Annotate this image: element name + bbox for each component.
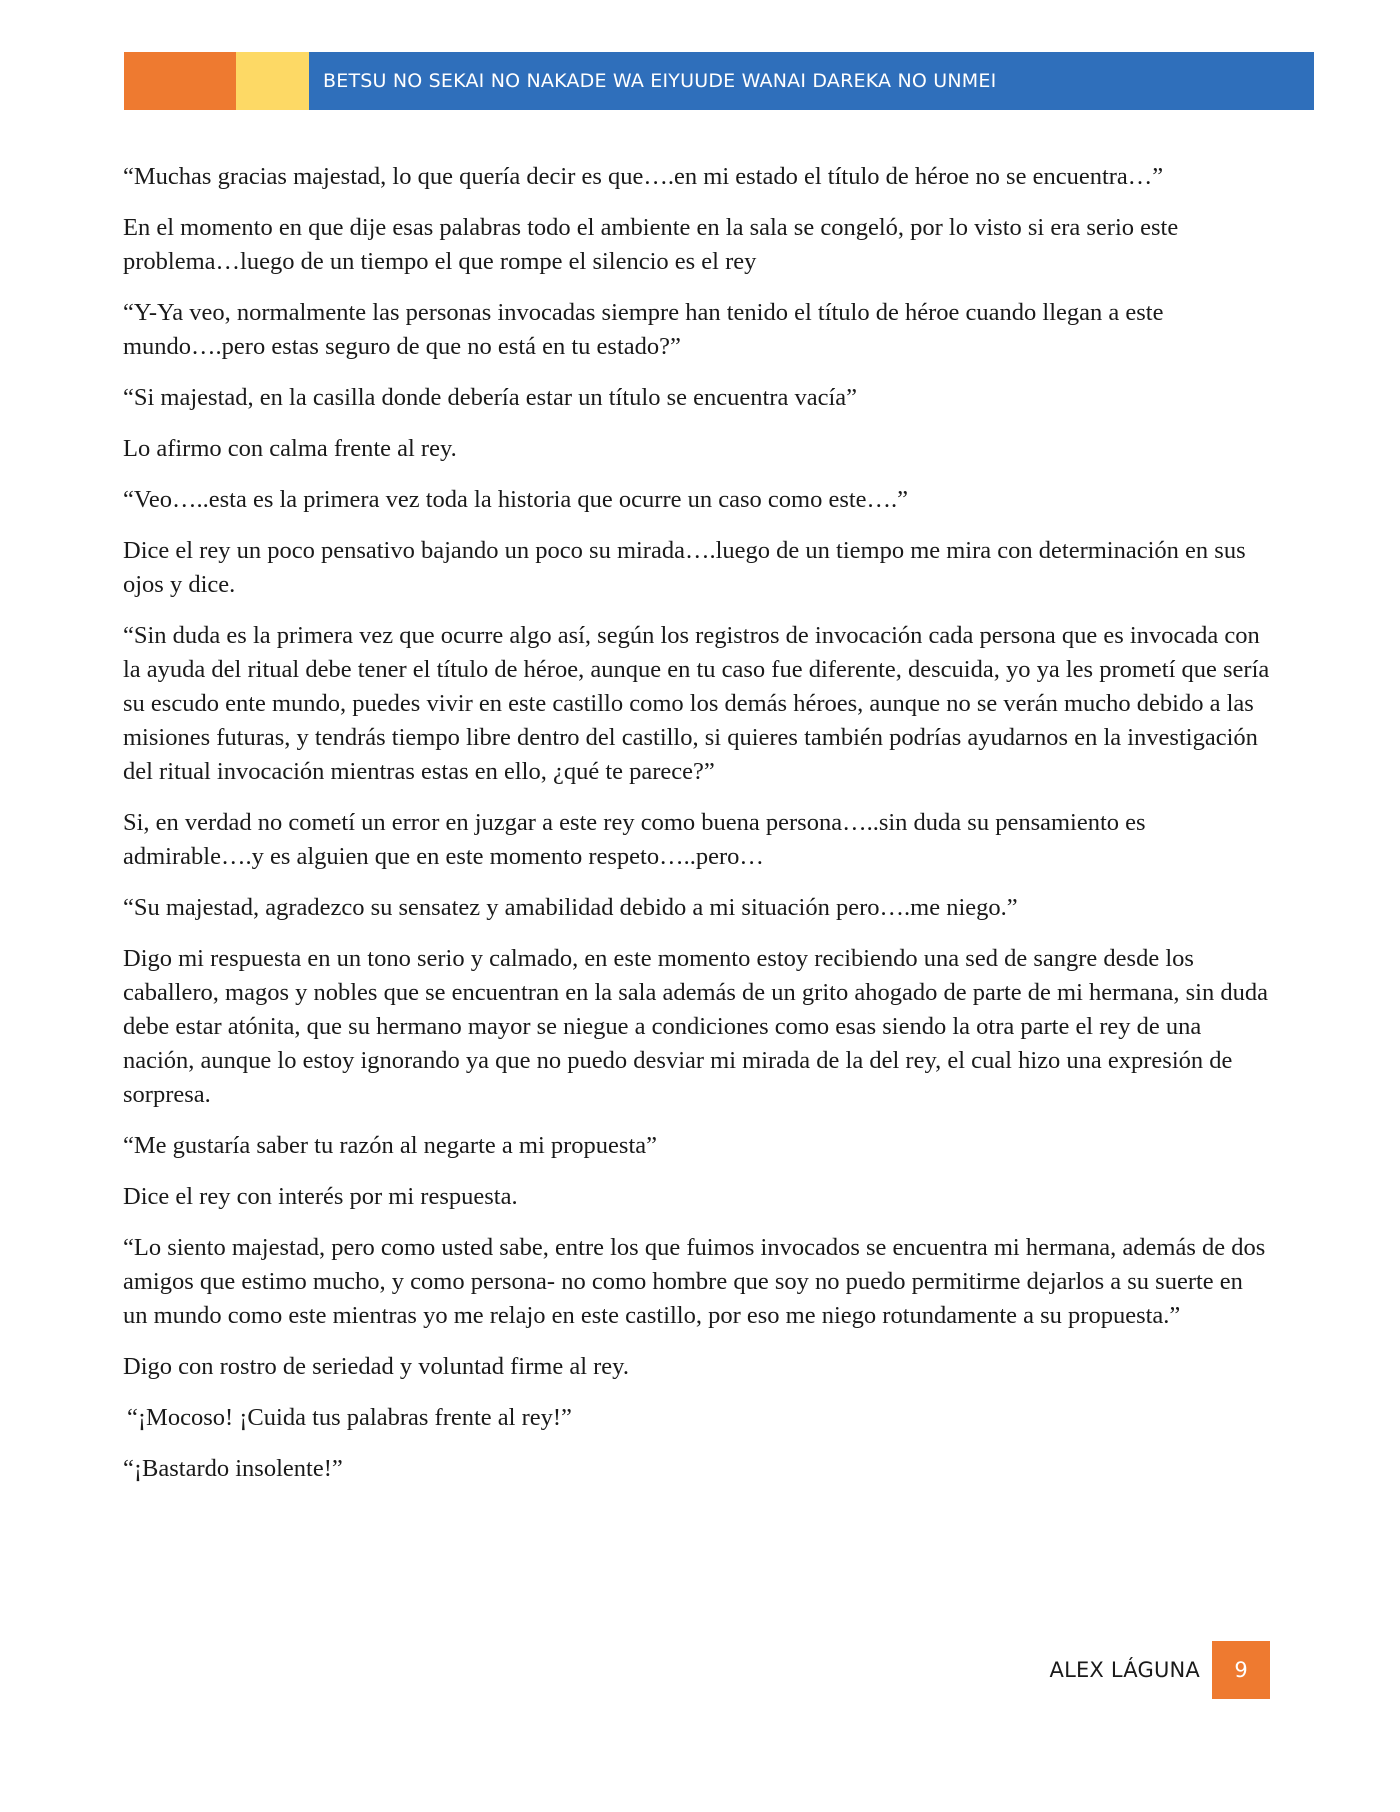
header-title-bar xyxy=(309,52,1314,110)
page-number: 9 xyxy=(1234,1658,1248,1682)
paragraph: En el momento en que dije esas palabras todo el ambiente en la sala se congeló, por lo visto si era serio este problema…luego de un tiempo el que rompe el silencio es el rey xyxy=(123,214,1179,275)
page-body xyxy=(123,160,1273,1503)
paragraph: Dice el rey un poco pensativo bajando un poco su mirada….luego de un tiempo me mira con determinación en sus ojos y dice. xyxy=(123,537,1246,598)
paragraph: “Su majestad, agradezco su sensatez y amabilidad debido a mi situación pero….me niego.” xyxy=(123,894,1018,921)
paragraph: “Sin duda es la primera vez que ocurre algo así, según los registros de invocación cada persona que es invocada con la ayuda del ritual debe tener el título de héroe, aunque en tu caso fue diferente, descuida, yo ya les prometí que sería su escudo ente mundo, puedes vivir en este castillo como los demás héroes, aunque no se verán mucho debido a las misiones futuras, y tendrás tiempo libre dentro del castillo, si quieres también podrías ayudarnos en la investigación del ritual invocación mientras estas en ello, ¿qué te parece?” xyxy=(123,622,1270,785)
header-yellow-block xyxy=(236,52,309,110)
paragraph: “Veo…..esta es la primera vez toda la historia que ocurre un caso como este….” xyxy=(123,486,909,513)
author-name: ALEX LÁGUNA xyxy=(1049,1658,1200,1682)
page-header xyxy=(124,52,1314,110)
paragraph: “Si majestad, en la casilla donde debería estar un título se encuentra vacía” xyxy=(123,384,858,411)
paragraph: “¡Bastardo insolente!” xyxy=(123,1455,343,1482)
paragraph: “Y-Ya veo, normalmente las personas invocadas siempre han tenido el título de héroe cuando llegan a este mundo….pero estas seguro de que no está en tu estado?” xyxy=(123,299,1164,360)
header-title: BETSU NO SEKAI NO NAKADE WA EIYUUDE WANAI DAREKA NO UNMEI xyxy=(323,70,997,92)
page-number-box xyxy=(1212,1641,1270,1699)
paragraph: Si, en verdad no cometí un error en juzgar a este rey como buena persona…..sin duda su pensamiento es admirable….y es alguien que en este momento respeto…..pero… xyxy=(123,809,1146,870)
paragraph: “¡Mocoso! ¡Cuida tus palabras frente al rey!” xyxy=(127,1404,572,1431)
paragraph: Digo con rostro de seriedad y voluntad firme al rey. xyxy=(123,1353,629,1380)
paragraph: Dice el rey con interés por mi respuesta. xyxy=(123,1183,518,1210)
paragraph: “Muchas gracias majestad, lo que quería decir es que….en mi estado el título de héroe no se encuentra…” xyxy=(123,163,1164,190)
paragraph: “Me gustaría saber tu razón al negarte a mi propuesta” xyxy=(123,1132,657,1159)
page-footer xyxy=(1050,1641,1271,1699)
header-orange-block xyxy=(124,52,236,110)
paragraph: Lo afirmo con calma frente al rey. xyxy=(123,435,457,462)
paragraph: Digo mi respuesta en un tono serio y calmado, en este momento estoy recibiendo una sed de sangre desde los caballero, magos y nobles que se encuentran en la sala además de un grito ahogado de parte de mi hermana, sin duda debe estar atónita, que su hermano mayor se niegue a condiciones como esas siendo la otra parte el rey de una nación, aunque lo estoy ignorando ya que no puedo desviar mi mirada de la del rey, el cual hizo una expresión de sorpresa. xyxy=(123,945,1268,1108)
paragraph: “Lo siento majestad, pero como usted sabe, entre los que fuimos invocados se encuentra mi hermana, además de dos amigos que estimo mucho, y como persona- no como hombre que soy no puedo permitirme dejarlos a su suerte en un mundo como este mientras yo me relajo en este castillo, por eso me niego rotundamente a su propuesta.” xyxy=(123,1234,1266,1329)
